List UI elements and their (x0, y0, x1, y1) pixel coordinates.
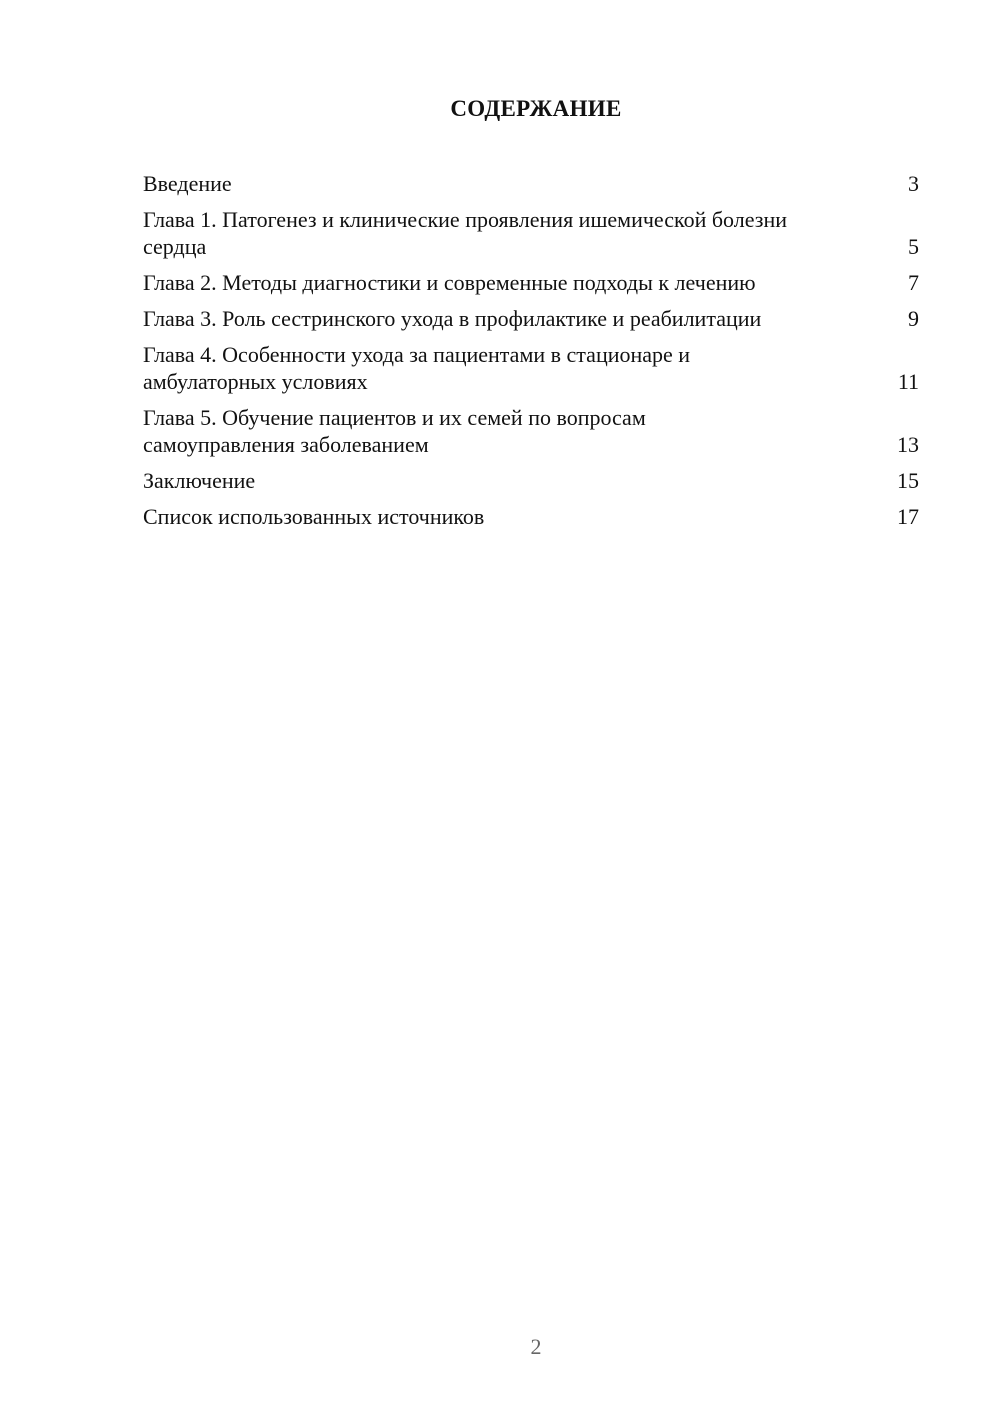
toc-entry-chapter-4 (143, 341, 919, 395)
toc-entry-page-number: 11 (897, 369, 919, 394)
toc-entry-chapter-3 (143, 305, 919, 332)
toc-entry-title: Введение (143, 171, 232, 196)
page-footer-number: 2 (530, 1334, 542, 1359)
toc-entry-title: Заключение (143, 468, 256, 493)
toc-entry-title: Глава 1. Патогенез и клинические проявления ишемической болезни сердца (143, 207, 787, 259)
toc-entry-page-number: 15 (897, 468, 919, 493)
toc-entry-chapter-5 (143, 404, 919, 458)
toc-entry-title: Список использованных источников (143, 504, 485, 529)
toc-entry-page-number: 3 (908, 171, 919, 196)
toc-entry-introduction (143, 170, 919, 197)
toc-entry-title: Глава 4. Особенности ухода за пациентами в стационаре и амбулаторных условиях (143, 342, 691, 394)
toc-entry-chapter-2 (143, 269, 919, 296)
toc-heading: СОДЕРЖАНИЕ (450, 96, 622, 121)
toc-entry-conclusion (143, 467, 919, 494)
toc-entry-chapter-1 (143, 206, 919, 260)
table-of-contents (143, 170, 919, 539)
toc-entry-page-number: 5 (908, 234, 919, 259)
toc-entry-page-number: 13 (897, 432, 919, 457)
toc-entry-page-number: 7 (908, 270, 919, 295)
toc-entry-references (143, 503, 919, 530)
toc-entry-title: Глава 3. Роль сестринского ухода в профилактике и реабилитации (143, 306, 762, 331)
toc-entry-title: Глава 2. Методы диагностики и современные подходы к лечению (143, 270, 756, 295)
toc-entry-page-number: 17 (897, 504, 919, 529)
toc-entry-title: Глава 5. Обучение пациентов и их семей по вопросам самоуправления заболеванием (143, 405, 646, 457)
toc-entry-page-number: 9 (908, 306, 919, 331)
